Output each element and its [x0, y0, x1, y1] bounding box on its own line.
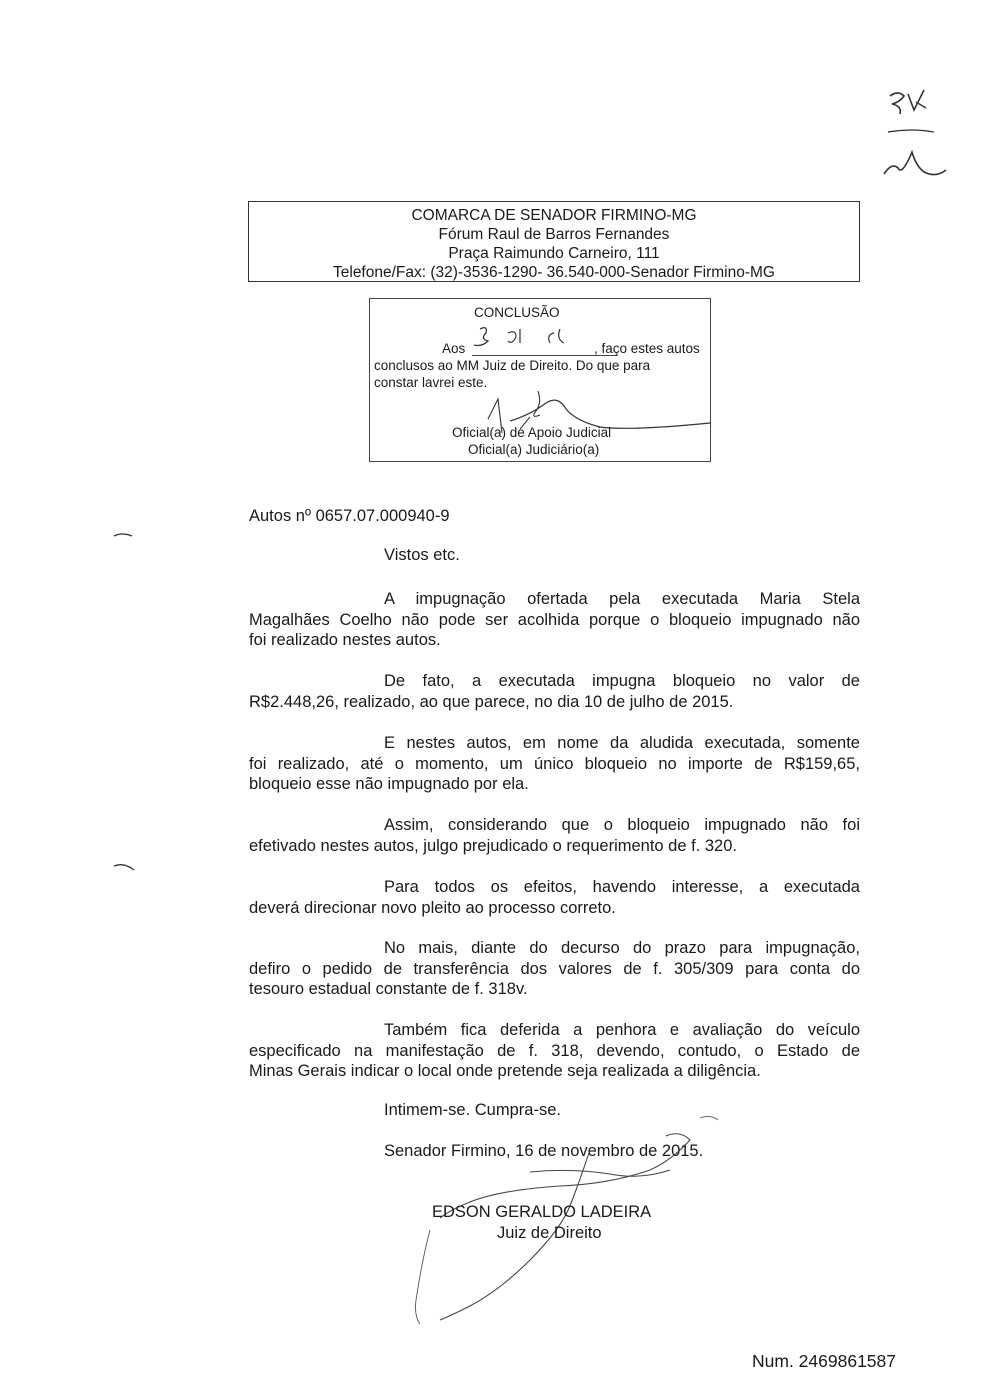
paragraph-5-line: Para todos os efeitos, havendo interesse, a executada	[384, 878, 860, 896]
paragraph-7-line: Também fica deferida a penhora e avaliação do veículo	[384, 1021, 860, 1039]
paragraph-6	[249, 938, 860, 1000]
paragraph-1-line: foi realizado nestes autos.	[249, 631, 441, 649]
court-name: COMARCA DE SENADOR FIRMINO-MG	[411, 207, 697, 224]
paragraph-3-line: foi realizado, até o momento, um único bloqueio no importe de R$159,65,	[249, 754, 860, 773]
signer-role: Juiz de Direito	[497, 1224, 602, 1242]
paragraph-6-line: tesouro estadual constante de f. 318v.	[249, 980, 528, 998]
paragraph-5	[249, 877, 860, 918]
paragraph-6-line: No mais, diante do decurso do prazo para impugnação,	[384, 939, 860, 957]
paragraph-4	[249, 815, 860, 856]
conclusao-text-line2: conclusos ao MM Juiz de Direito. Do que para	[374, 358, 651, 373]
paragraph-7-line: Minas Gerais indicar o local onde pretende seja realizada a diligência.	[249, 1062, 761, 1080]
vistos-line: Vistos etc.	[384, 546, 460, 564]
conclusao-title: CONCLUSÃO	[474, 305, 560, 320]
handwritten-page-number	[876, 82, 956, 192]
paragraph-1-line: Magalhães Coelho não pode ser acolhida porque o bloqueio impugnado não	[249, 610, 860, 629]
margin-mark	[112, 860, 136, 874]
conclusao-signatory-title: Oficial(a) de Apoio Judicial	[452, 425, 612, 440]
paragraph-2	[249, 671, 860, 712]
conclusao-text-line3: constar lavrei este.	[374, 375, 488, 390]
paragraph-2-line: De fato, a executada impugna bloqueio no valor de	[384, 672, 860, 690]
document-number: Num. 2469861587	[752, 1351, 896, 1371]
paragraph-3-line: bloqueio esse não impugnado por ela.	[249, 775, 529, 793]
paragraph-4-line: Assim, considerando que o bloqueio impugnado não foi	[384, 816, 860, 834]
paragraph-1-line: A impugnação ofertada pela executada Maria Stela	[384, 590, 860, 608]
paragraph-2-line: R$2.448,26, realizado, ao que parece, no dia 10 de julho de 2015.	[249, 692, 734, 711]
signer-name: EDSON GERALDO LADEIRA	[432, 1203, 652, 1221]
paragraph-6-line: defiro o pedido de transferência dos valores de f. 305/309 para conta do	[249, 959, 860, 978]
paragraph-3	[249, 733, 860, 795]
case-number: Autos nº 0657.07.000940-9	[249, 507, 450, 525]
conclusao-faco-label: , faço estes autos	[594, 341, 700, 356]
court-header	[248, 201, 860, 282]
conclusao-signatory-subtitle: Oficial(a) Judiciário(a)	[468, 442, 600, 457]
court-address: Praça Raimundo Carneiro, 111	[448, 245, 660, 262]
margin-mark	[112, 528, 136, 542]
paragraph-3-line: E nestes autos, em nome da aludida executada, somente	[384, 734, 860, 752]
forum-name: Fórum Raul de Barros Fernandes	[438, 226, 670, 243]
paragraph-1	[249, 589, 860, 651]
closing-line: Intimem-se. Cumpra-se.	[384, 1101, 561, 1119]
conclusao-stamp	[369, 298, 711, 462]
conclusao-aos-label: Aos	[442, 341, 466, 356]
paragraph-7-line: especificado na manifestação de f. 318, devendo, contudo, o Estado de	[249, 1041, 860, 1060]
court-contact: Telefone/Fax: (32)-3536-1290- 36.540-000-Senador Firmino-MG	[333, 264, 775, 281]
paragraph-7	[249, 1020, 860, 1082]
paragraph-5-line: deverá direcionar novo pleito ao processo correto.	[249, 898, 616, 917]
paragraph-4-line: efetivado nestes autos, julgo prejudicado o requerimento de f. 320.	[249, 836, 737, 855]
place-date-line: Senador Firmino, 16 de novembro de 2015.	[384, 1142, 704, 1160]
